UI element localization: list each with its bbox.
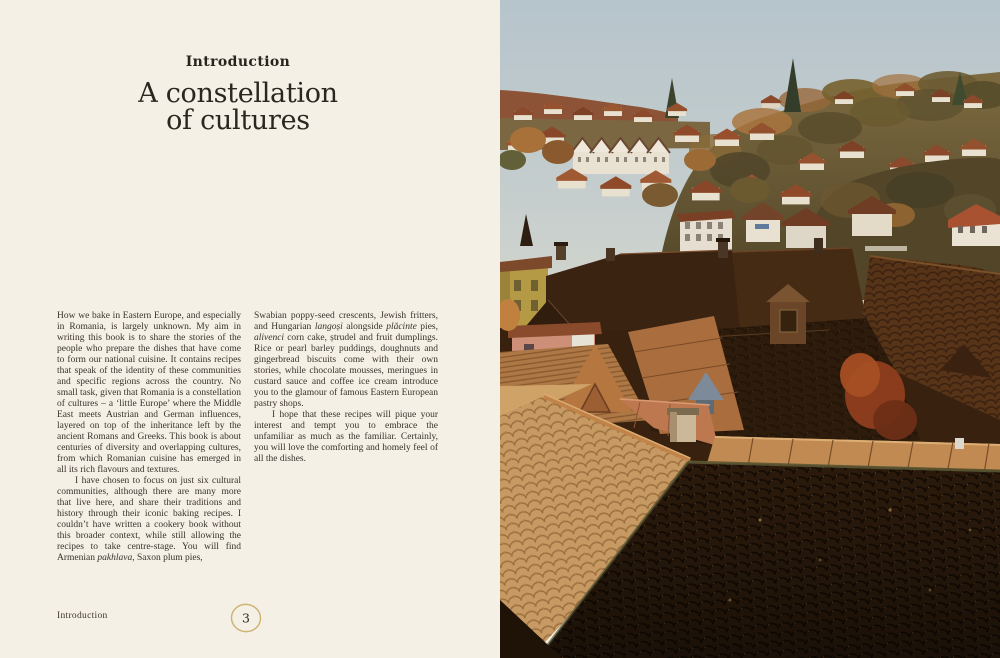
article-text — [57, 311, 438, 564]
white-row-houses — [571, 138, 670, 174]
title-line-1: A constellation — [138, 78, 338, 109]
section-kicker: Introduction — [185, 54, 291, 70]
title-line-2: of cultures — [166, 105, 310, 136]
page-number: 3 — [242, 610, 250, 626]
footer-label: Introduction — [57, 611, 108, 621]
right-page — [500, 0, 1000, 658]
page-number-badge — [229, 601, 263, 635]
rooftops-photo — [500, 0, 1000, 658]
page-title — [0, 80, 476, 134]
text-column-right: Swabian poppy-seed crescents, Jewish fritters, and Hungarian langoși alongside plăcinte pies, alivenci corn cake, ștrudel and fruit dumplings. Rice or pearl barley puddings, doughnuts and gingerbread biscuits come with their own stories, while chocolate mousses, meringues in custard sauce and coffee ice cream introduce you to the glamour of famous Eastern European pastry shops. I hope that these recipes will pique your interest and tempt you to embrace the unfamiliar as much as the familiar. Certainly, you will love the comforting and homely feel of all the dishes. — [254, 311, 438, 464]
text-column-left: How we bake in Eastern Europe, and especially in Romania, is largely unknown. My aim in writing this book is to share the stories of the people who prepare the dishes that have come to form our national cuisine. It contains recipes that speak of the identity of these communities and specific regions across the country. No small task, given that Romania is a constellation of cultures – a ‘little Europe’ where the Middle East meets Austrian and German influences, layered on top of the inheritance left by the ancient Romans and Greeks. This book is about centuries of diversity and overlapping cultures, from which Romanian cuisine has emerged in all its rich flavours and textures. I have chosen to focus on just six cultural communities, although there are many more that live here, and share their traditions and history through their iconic baking recipes. I couldn’t have written a cookery book without this broader context, while still allowing the recipes to take centre-stage. You will find Armenian pakhlava, Saxon plum pies, — [57, 311, 241, 563]
